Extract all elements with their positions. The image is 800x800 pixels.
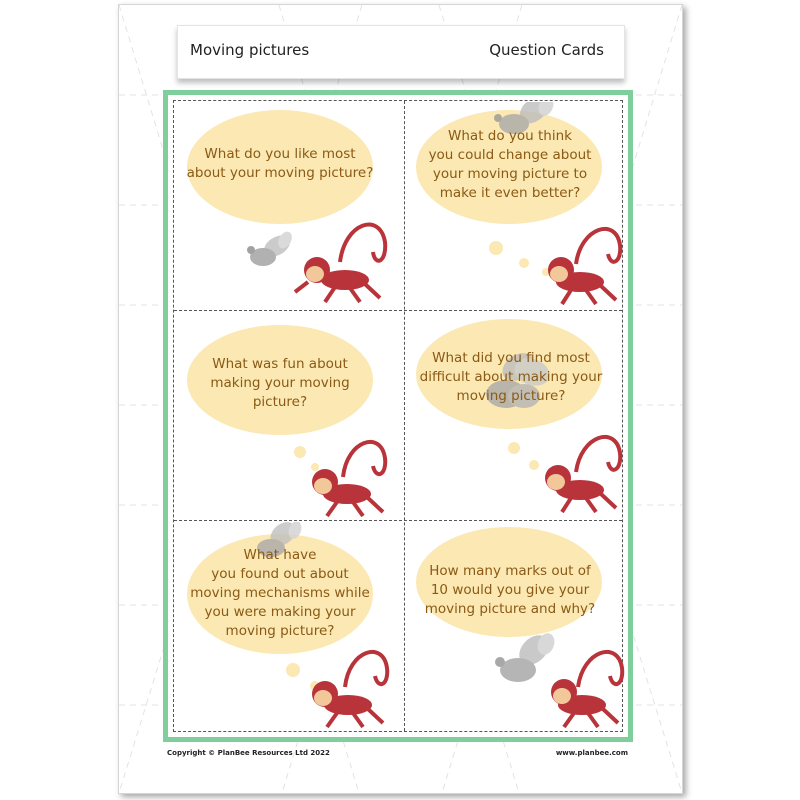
cards-frame (163, 90, 633, 742)
monkey-icon (312, 442, 385, 516)
question-card-4 (406, 312, 634, 520)
question-text: What have you found out about moving mechanisms while you were making your moving picture? (190, 547, 370, 639)
website-link[interactable]: www.planbee.com (555, 749, 628, 757)
question-card-5 (175, 522, 403, 730)
question-text: What do you think you could change about your moving picture to make it even better? (428, 128, 592, 201)
fly-icon (247, 229, 295, 266)
cards-grid (173, 100, 623, 732)
question-card-3 (175, 312, 403, 520)
copyright-text: Copyright © PlanBee Resources Ltd 2022 (167, 749, 330, 757)
question-text: What do you like most about your moving picture? (186, 146, 374, 181)
question-text: What did you find most difficult about making your moving picture? (419, 350, 603, 404)
question-text: What was fun about making your moving picture? (210, 356, 350, 410)
monkey-icon (312, 652, 387, 727)
fly-icon (495, 629, 557, 682)
monkey-icon (551, 652, 622, 727)
monkey-icon (548, 229, 620, 304)
question-card-2 (406, 102, 634, 310)
monkey-icon (295, 225, 385, 302)
question-text: How many marks out of 10 would you give your moving picture and why? (424, 563, 596, 617)
question-card-1 (175, 102, 403, 310)
page-title: Moving pictures (190, 41, 310, 59)
page-header (177, 25, 625, 79)
worksheet-page (118, 4, 683, 794)
page-subtitle: Question Cards (489, 41, 604, 59)
question-card-6 (406, 522, 634, 730)
monkey-icon (545, 437, 620, 512)
